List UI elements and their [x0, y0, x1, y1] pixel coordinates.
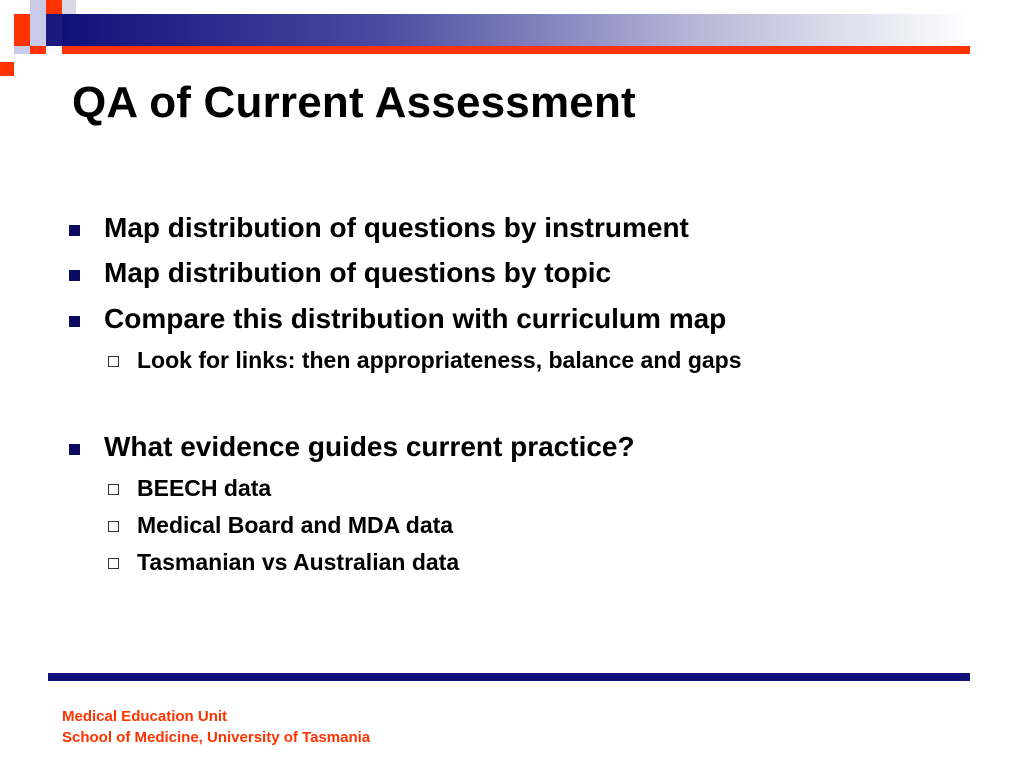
decor-square: [14, 14, 30, 30]
square-bullet-icon: [69, 316, 80, 327]
bullet-item: Compare this distribution with curriculum map: [104, 303, 727, 334]
decor-square: [62, 0, 76, 14]
decor-square: [14, 46, 30, 54]
decor-square: [30, 14, 46, 30]
sub-bullet-item: BEECH data: [137, 475, 272, 501]
bullet-item: Map distribution of questions by topic: [104, 257, 612, 288]
decor-square: [46, 14, 62, 46]
square-bullet-icon: [69, 225, 80, 236]
slide-title: QA of Current Assessment: [72, 78, 636, 127]
decor-square: [30, 30, 46, 46]
sub-bullet-item: Look for links: then appropriateness, balance and gaps: [137, 347, 742, 373]
sub-bullet-item: Tasmanian vs Australian data: [137, 549, 460, 575]
sub-bullet-item: Medical Board and MDA data: [137, 512, 454, 538]
decor-square: [0, 62, 14, 76]
decor-square: [30, 46, 46, 54]
square-bullet-icon: [69, 270, 80, 281]
hollow-square-bullet-icon: [108, 558, 119, 569]
bullet-item: What evidence guides current practice?: [104, 431, 635, 462]
header-red-rule: [62, 46, 970, 54]
decor-square: [46, 0, 62, 14]
footer-school: School of Medicine, University of Tasmania: [62, 729, 371, 746]
bullet-item: Map distribution of questions by instrument: [104, 212, 689, 243]
footer-rule: [48, 673, 970, 681]
decor-square: [30, 0, 46, 14]
decor-square: [14, 30, 30, 46]
hollow-square-bullet-icon: [108, 356, 119, 367]
square-bullet-icon: [69, 444, 80, 455]
footer-unit: Medical Education Unit: [62, 708, 228, 725]
hollow-square-bullet-icon: [108, 521, 119, 532]
header-gradient-bar: [62, 14, 970, 46]
hollow-square-bullet-icon: [108, 484, 119, 495]
